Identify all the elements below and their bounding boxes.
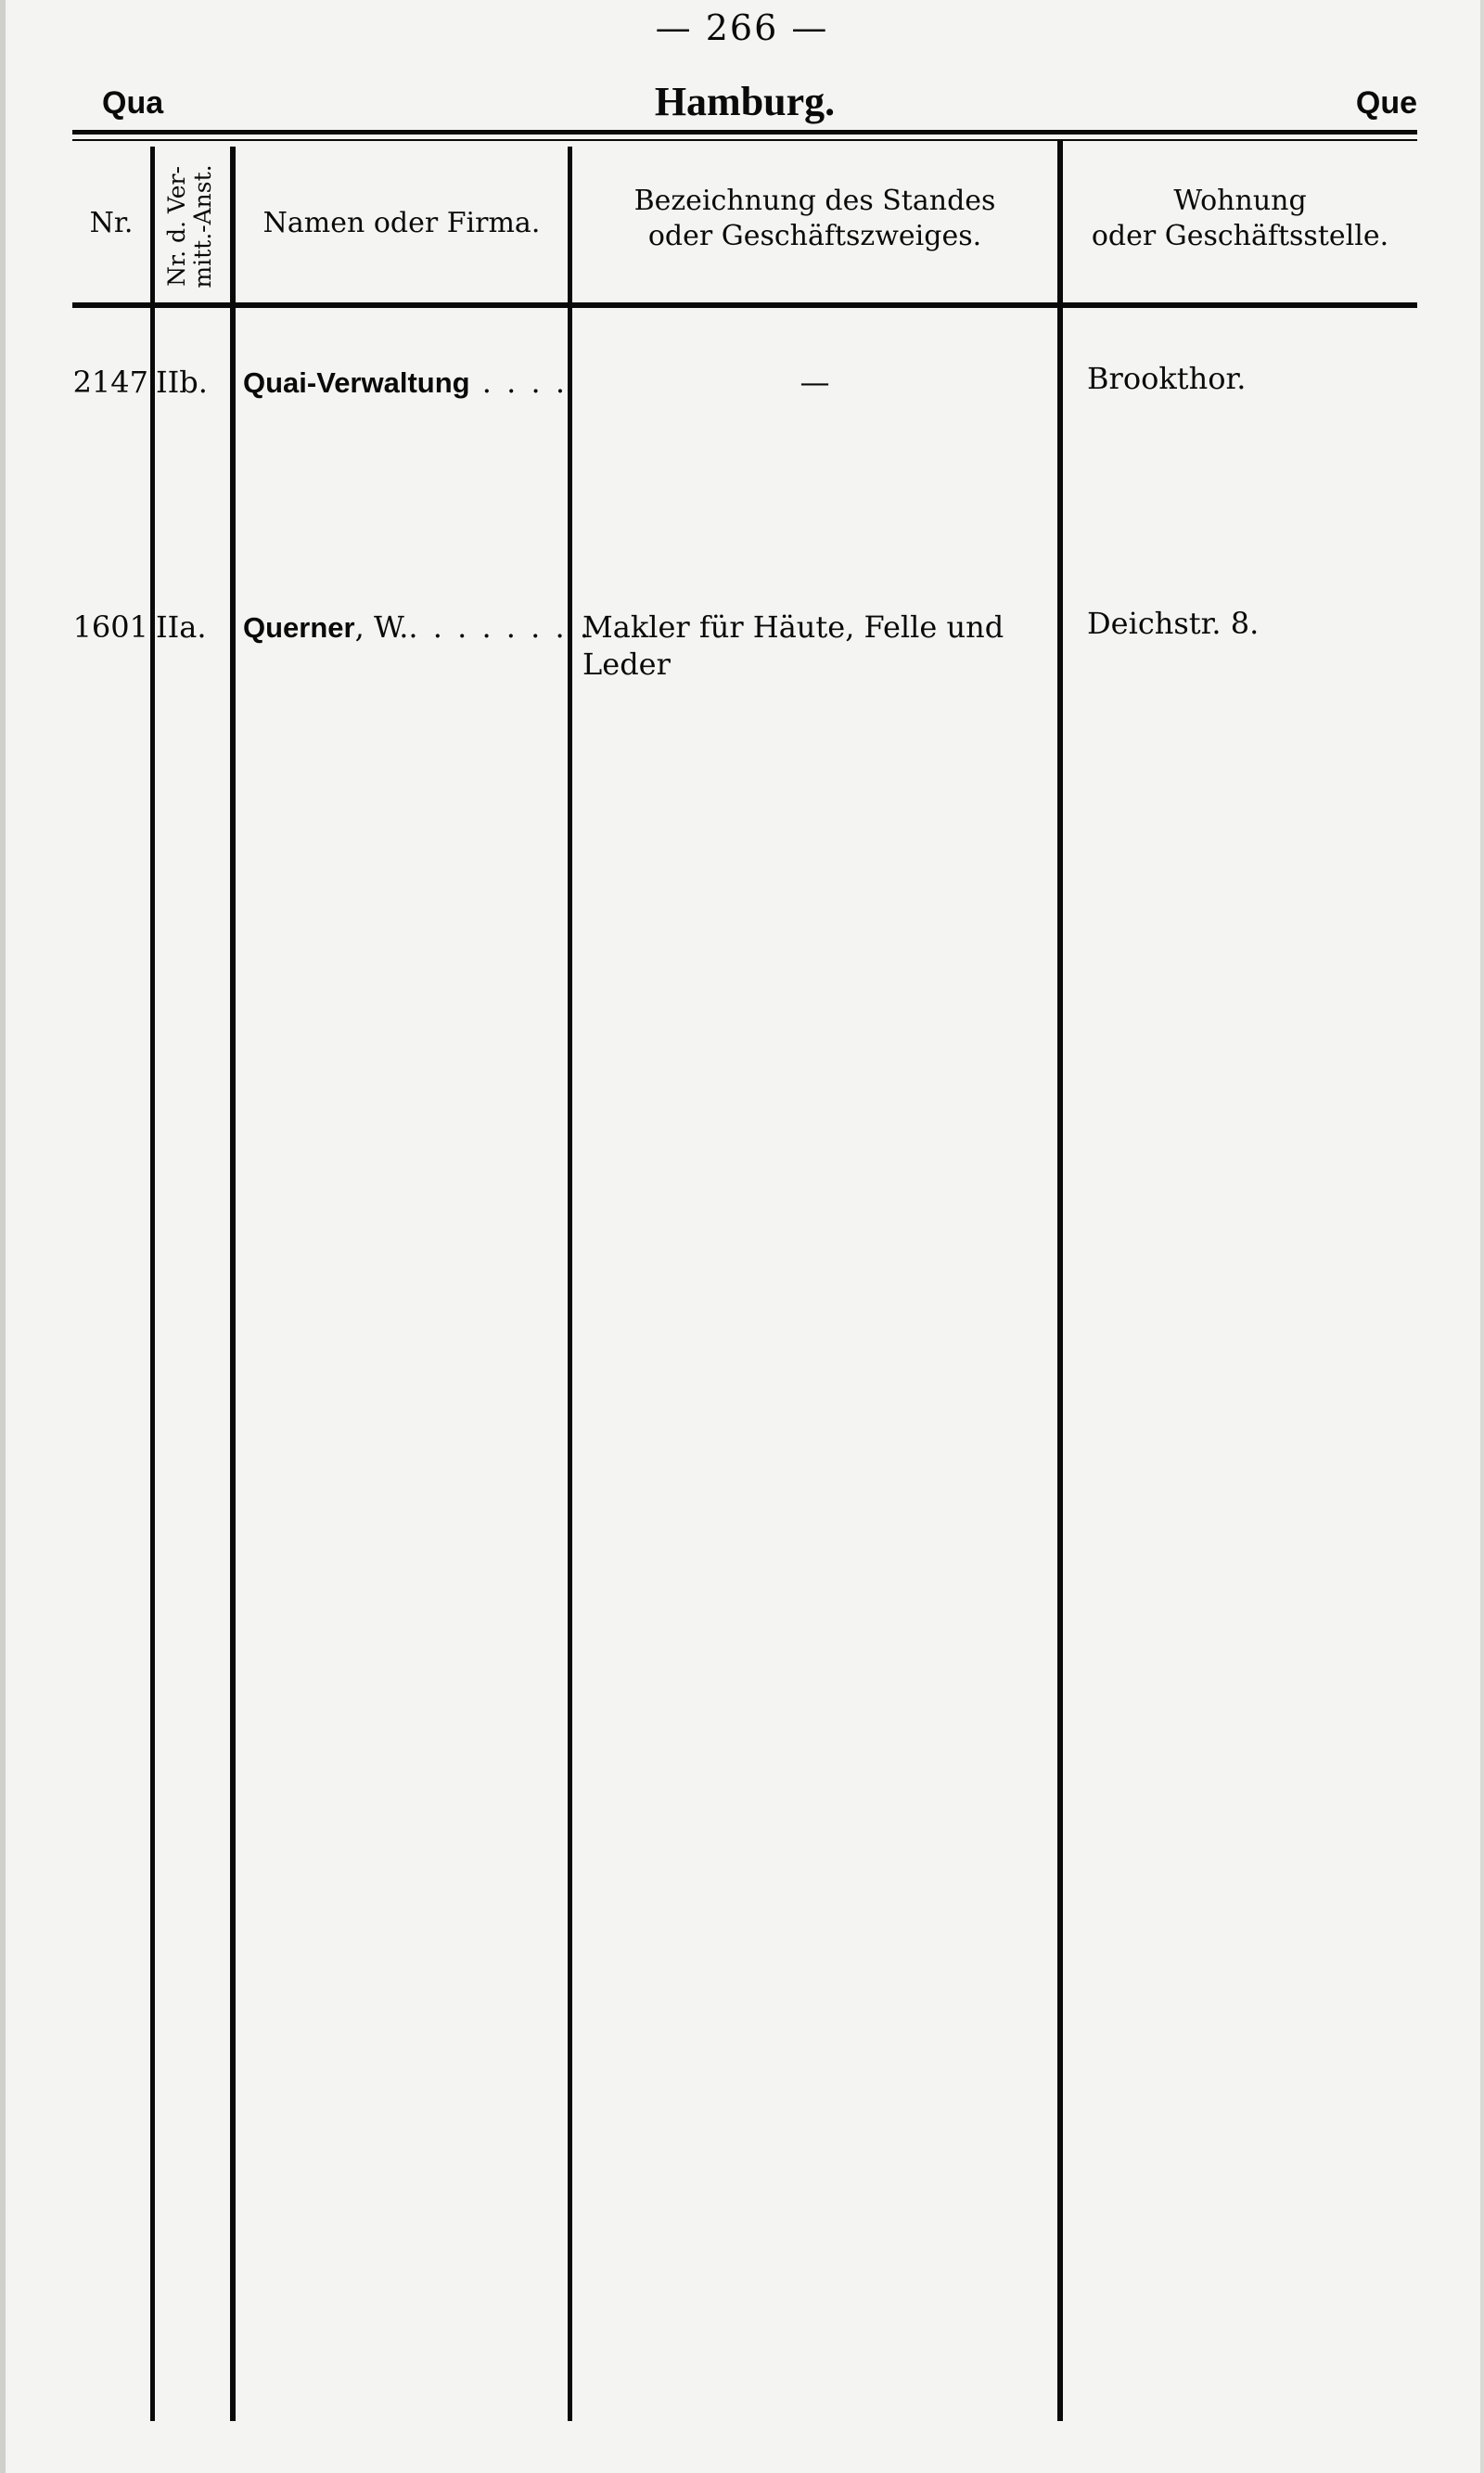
entry-leader-dots: . . . . . . . . (408, 609, 592, 645)
entry-leader-dots: . . . . (469, 365, 568, 400)
entry-name-rest: , W. (354, 609, 409, 645)
column-header-wohnung: Wohnung oder Geschäftsstelle. (1091, 185, 1389, 252)
header-rule-thin (72, 139, 1417, 141)
entry-address: Deichstr. 8. (1087, 606, 1260, 641)
entry-number: 2147 (72, 365, 148, 400)
entry-name-bold: Querner (243, 611, 355, 644)
column-divider-1 (150, 147, 155, 2421)
entry-agency: IIa. (156, 609, 207, 645)
running-header (72, 78, 1417, 130)
column-divider-2 (230, 147, 236, 2421)
entry-address: Brookthor. (1087, 361, 1247, 396)
left-guide-word: Qua (102, 85, 164, 121)
header-rule-top (72, 130, 1417, 135)
entry-occupation: — (800, 365, 830, 400)
column-divider-3 (568, 147, 572, 2421)
entry-agency: IIb. (156, 365, 208, 400)
entry-name (243, 364, 568, 402)
page-number: — 266 — (655, 7, 829, 48)
column-header-vermittlungsanstalt-text: Nr. d. Ver- mitt.-Anst. (163, 164, 216, 288)
header-rule-bottom (72, 302, 1417, 308)
column-header-vermittlungsanstalt (152, 147, 228, 306)
right-guide-word: Que (1355, 85, 1417, 121)
column-header-name: Namen oder Firma. (262, 207, 541, 239)
page-title: Hamburg. (654, 79, 836, 124)
entry-occupation: Makler für Häute, Felle und Leder (582, 609, 1004, 682)
scan-edge-left (0, 0, 6, 2473)
column-header-nr: Nr. (89, 207, 134, 239)
column-divider-4 (1057, 141, 1063, 2421)
entry-name-bold: Quai-Verwaltung (243, 366, 470, 399)
entry-name (243, 609, 592, 647)
column-header-stand: Bezeichnung des Standes oder Geschäftszweiges. (633, 185, 996, 252)
entry-number: 1601 (72, 609, 148, 645)
scan-edge-right (1480, 0, 1484, 2473)
